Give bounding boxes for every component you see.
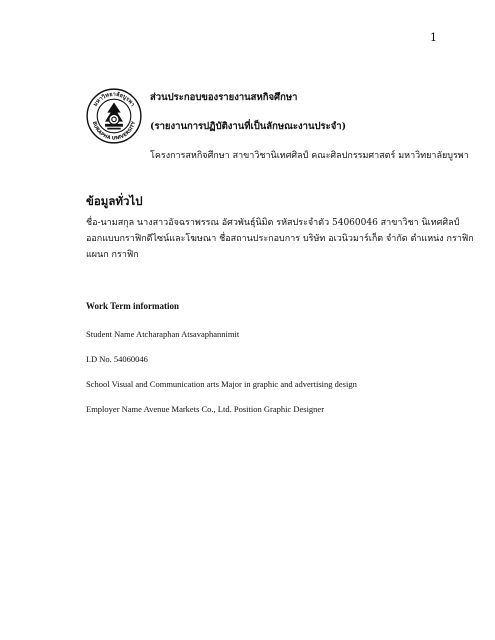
logo-top-text: มหาวิทยาลัยบูรพา bbox=[92, 91, 136, 108]
student-id: I.D No. 54060046 bbox=[86, 354, 148, 364]
general-info-line: แผนก กราฟิก bbox=[86, 250, 139, 260]
general-info-paragraph bbox=[86, 215, 474, 263]
school-major: School Visual and Communication arts Major in graphic and advertising design bbox=[86, 379, 357, 389]
page-number: 1 bbox=[430, 31, 437, 44]
employer-info: Employer Name Avenue Markets Co., Ltd. Position Graphic Designer bbox=[86, 404, 325, 414]
student-name: Student Name Atcharaphan Atsavaphannimit bbox=[86, 329, 240, 339]
report-header bbox=[150, 90, 469, 162]
general-info-line: ชื่อ-นามสกุล นางสาวอัจฉราพรรณ อัศวพันธุ์นิมิต รหัสประจำตัว 54060046 สาขาวิชา นิเทศศิลป์ bbox=[86, 218, 460, 228]
logo-bottom-text: BURAPHA UNIVERSITY bbox=[90, 120, 138, 142]
work-term-title: Work Term information bbox=[86, 301, 180, 311]
header-line-1: ส่วนประกอบของรายงานสหกิจศึกษา bbox=[150, 92, 298, 103]
university-seal-icon bbox=[86, 88, 142, 144]
general-info-line: ออกแบบกราฟิกดีไซน์และโฆษณา ชื่อสถานประกอบการ บริษัท อเวนิวมาร์เก็ต จำกัด ตำแหน่ง กราฟิก bbox=[86, 234, 474, 244]
header-line-2: (รายงานการปฏิบัติงานที่เป็นลักษณะงานประจำ) bbox=[150, 121, 347, 132]
general-info-title: ข้อมูลทั่วไป bbox=[86, 194, 143, 208]
header-line-3: โครงการสหกิจศึกษา สาขาวิชานิเทศศิลป์ คณะศิลปกรรมศาสตร์ มหาวิทยาลัยบูรพา bbox=[150, 151, 469, 161]
